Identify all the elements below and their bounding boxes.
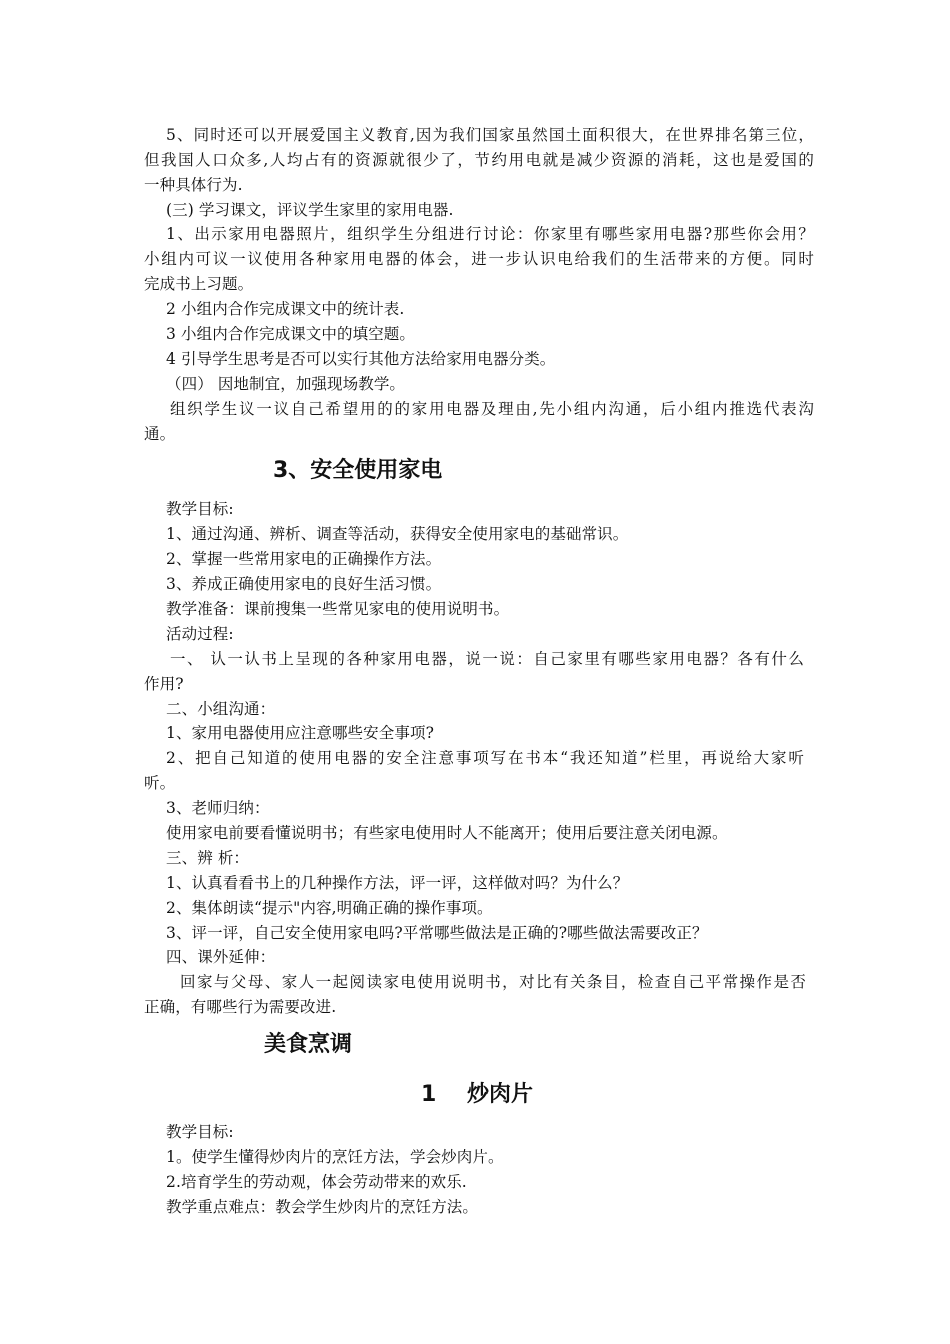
step-4-line-1: 组织学生议一议自己希望用的的家用电器及理由,先小组内沟通，后小组内推选代表沟 <box>170 400 814 418</box>
activity-4-title: 四、课外延伸： <box>166 948 276 966</box>
activity-2-summary: 使用家电前要看懂说明书；有些家电使用时人不能离开；使用后要注意关闭电源。 <box>166 824 728 842</box>
activity-2-item-1: 1、家用电器使用应注意哪些安全事项? <box>166 724 434 742</box>
activity-1-line-1: 一、 认一认书上呈现的各种家用电器，说一说：自己家里有哪些家用电器？各有什么 <box>170 650 804 668</box>
item-3: 3 小组内合作完成课文中的填空题。 <box>166 325 415 343</box>
process-label: 活动过程: <box>166 625 234 643</box>
activity-2-title: 二、小组沟通： <box>166 700 276 718</box>
section-heading-cooking: 美食烹调 <box>264 1032 353 1057</box>
item-4: 4 引导学生思考是否可以实行其他方法给家用电器分类。 <box>166 350 556 368</box>
paragraph-5-line-3: 一种具体行为. <box>144 176 243 194</box>
goal-1: 1、通过沟通、辨析、调查等活动，获得安全使用家电的基础常识。 <box>166 525 629 543</box>
step-4-line-2: 通。 <box>144 425 176 443</box>
lesson-goal-1: 1。使学生懂得炒肉片的烹饪方法，学会炒肉片。 <box>166 1148 504 1166</box>
activity-4-line-1: 回家与父母、家人一起阅读家电使用说明书，对比有关条目，检查自己平常操作是否 <box>180 973 806 991</box>
activity-3-item-3: 3、评一评，自己安全使用家电吗?平常哪些做法是正确的?哪些做法需要改正？ <box>166 924 708 942</box>
activity-3-item-2: 2、集体朗读“提示"内容,明确正确的操作事项。 <box>166 899 493 917</box>
teaching-preparation: 教学准备：课前搜集一些常见家电的使用说明书。 <box>166 600 510 618</box>
lesson-goals-label: 教学目标: <box>166 1123 234 1141</box>
section-heading-safe-use: 3、安全使用家电 <box>273 458 443 483</box>
step-4-title: （四） 因地制宜，加强现场教学。 <box>166 375 406 393</box>
activity-1-line-2: 作用? <box>144 675 184 693</box>
paragraph-5-line-2: 但我国人口众多,人均占有的资源就很少了，节约用电就是减少资源的消耗，这也是爱国的 <box>144 151 814 169</box>
activity-2-item-2-line-2: 听。 <box>144 774 176 792</box>
lesson-goal-2: 2.培育学生的劳动观，体会劳动带来的欢乐. <box>166 1173 467 1191</box>
step-3-title: (三) 学习课文，评议学生家里的家用电器. <box>166 201 454 219</box>
activity-3-title: 三、辨 析： <box>166 849 250 867</box>
lesson-key-points: 教学重点难点：教会学生炒肉片的烹饪方法。 <box>166 1198 479 1216</box>
activity-4-line-2: 正确，有哪些行为需要改进. <box>144 998 337 1016</box>
goal-2: 2、掌握一些常用家电的正确操作方法。 <box>166 550 442 568</box>
activity-2-item-3: 3、老师归纳： <box>166 799 270 817</box>
lesson-heading-stir-fried-pork: 1 炒肉片 <box>421 1082 533 1107</box>
item-2: 2 小组内合作完成课文中的统计表. <box>166 300 405 318</box>
paragraph-5-line-1: 5、同时还可以开展爱国主义教育,因为我们国家虽然国土面积很大，在世界排名第三位， <box>166 126 814 144</box>
item-1-line-1: 1、出示家用电器照片，组织学生分组进行讨论：你家里有哪些家用电器?那些你会用？ <box>166 225 814 243</box>
goal-3: 3、养成正确使用家电的良好生活习惯。 <box>166 575 442 593</box>
item-1-line-3: 完成书上习题。 <box>144 275 254 293</box>
goals-label: 教学目标: <box>166 500 234 518</box>
item-1-line-2: 小组内可议一议使用各种家用电器的体会，进一步认识电给我们的生活带来的方便。同时 <box>144 250 814 268</box>
activity-3-item-1: 1、认真看看书上的几种操作方法，评一评，这样做对吗？为什么？ <box>166 874 629 892</box>
activity-2-item-2-line-1: 2、把自己知道的使用电器的安全注意事项写在书本“我还知道”栏里，再说给大家听 <box>166 749 804 767</box>
